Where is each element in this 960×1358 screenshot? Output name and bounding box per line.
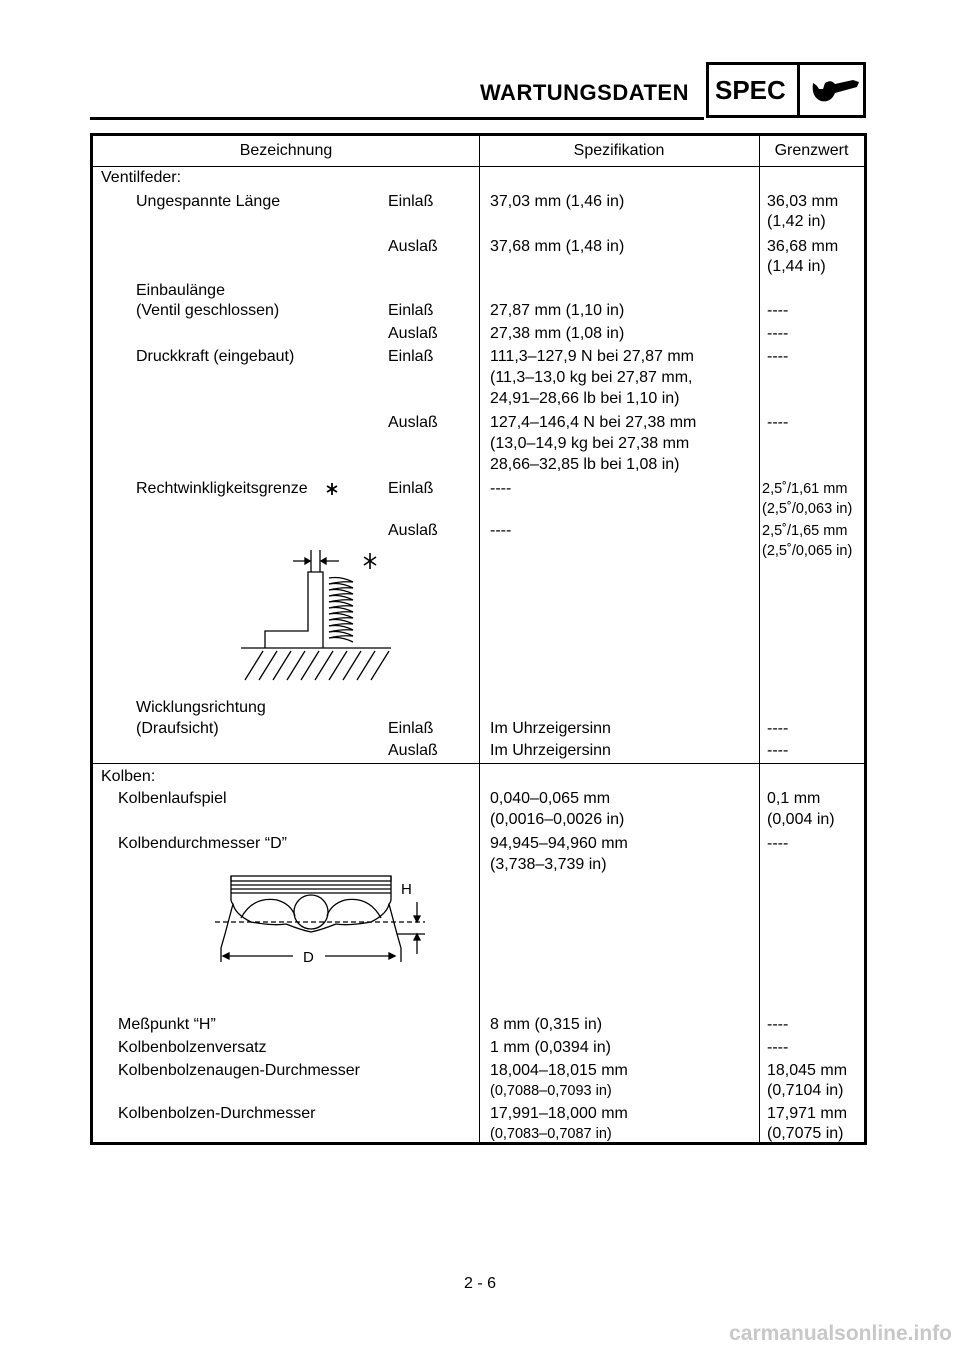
spec-value: 28,66–32,85 lb bei 1,08 in) bbox=[490, 456, 680, 473]
header-rule bbox=[90, 117, 704, 120]
inlet-label: Einlaß bbox=[388, 302, 434, 319]
spec-value: 17,991–18,000 mm bbox=[490, 1105, 628, 1122]
col-header-grenzwert: Grenzwert bbox=[774, 142, 849, 159]
row-label: Druckkraft (eingebaut) bbox=[136, 348, 295, 365]
section-heading: Kolben: bbox=[101, 768, 156, 785]
spec-value: 37,03 mm (1,46 in) bbox=[490, 193, 625, 210]
limit-value: 18,045 mm bbox=[767, 1062, 848, 1079]
spec-value: (0,7083–0,7087 in) bbox=[490, 1126, 612, 1142]
wrench-icon bbox=[809, 75, 863, 107]
spec-value: 127,4–146,4 N bei 27,38 mm bbox=[490, 414, 697, 431]
spec-value: 27,38 mm (1,08 in) bbox=[490, 325, 625, 342]
spec-value: (0,0016–0,0026 in) bbox=[490, 811, 625, 828]
row-label: Einbaulänge bbox=[136, 282, 225, 299]
row-label: Meßpunkt “H” bbox=[118, 1016, 216, 1033]
spec-badge bbox=[706, 62, 866, 118]
spec-value: 94,945–94,960 mm bbox=[490, 835, 628, 852]
limit-value: 0,1 mm bbox=[767, 790, 821, 807]
inlet-label: Einlaß bbox=[388, 348, 434, 365]
limit-value: (2,5˚/0,065 in) bbox=[762, 543, 853, 559]
exhaust-label: Auslaß bbox=[388, 238, 438, 255]
spec-value: 8 mm (0,315 in) bbox=[490, 1016, 603, 1033]
row-label: Kolbenlaufspiel bbox=[118, 790, 227, 807]
spec-value: 111,3–127,9 N bei 27,87 mm bbox=[490, 348, 694, 365]
row-label: Rechtwinkligkeitsgrenze bbox=[136, 480, 308, 497]
limit-value: (1,42 in) bbox=[767, 213, 826, 230]
limit-value: (0,7104 in) bbox=[767, 1082, 844, 1099]
limit-value: ---- bbox=[767, 835, 789, 852]
spec-value: Im Uhrzeigersinn bbox=[490, 742, 611, 759]
spec-value: 0,040–0,065 mm bbox=[490, 790, 611, 807]
limit-value: 17,971 mm bbox=[767, 1105, 848, 1122]
watermark: carmanualsonline.info bbox=[729, 1322, 952, 1345]
spec-value: ---- bbox=[490, 522, 512, 539]
limit-value: 2,5˚/1,65 mm bbox=[762, 523, 848, 539]
row-label: Ungespannte Länge bbox=[136, 193, 281, 210]
inlet-label: Einlaß bbox=[388, 193, 434, 210]
row-label: Kolbendurchmesser “D” bbox=[118, 835, 287, 852]
spec-value: 37,68 mm (1,48 in) bbox=[490, 238, 625, 255]
piston-diagram bbox=[211, 874, 431, 996]
limit-value: (0,004 in) bbox=[767, 811, 835, 828]
row-label: Kolbenbolzen-Durchmesser bbox=[118, 1105, 316, 1122]
spec-value: Im Uhrzeigersinn bbox=[490, 720, 611, 737]
row-label: Wicklungsrichtung bbox=[136, 699, 266, 716]
limit-value: ---- bbox=[767, 720, 789, 737]
exhaust-label: Auslaß bbox=[388, 325, 438, 342]
limit-value: ---- bbox=[767, 302, 789, 319]
spec-value: 27,87 mm (1,10 in) bbox=[490, 302, 625, 319]
limit-value: (0,7075 in) bbox=[767, 1125, 844, 1142]
exhaust-label: Auslaß bbox=[388, 522, 438, 539]
row-label: (Draufsicht) bbox=[136, 720, 219, 737]
inlet-label: Einlaß bbox=[388, 480, 434, 497]
limit-value: 2,5˚/1,61 mm bbox=[762, 481, 848, 497]
spec-value: (13,0–14,9 kg bei 27,38 mm bbox=[490, 435, 690, 452]
limit-value: (2,5˚/0,063 in) bbox=[762, 501, 853, 517]
limit-value: 36,68 mm bbox=[767, 238, 839, 255]
spec-value: 1 mm (0,0394 in) bbox=[490, 1039, 611, 1056]
row-label: (Ventil geschlossen) bbox=[136, 302, 280, 319]
limit-value: (1,44 in) bbox=[767, 258, 826, 275]
limit-value: ---- bbox=[767, 1039, 789, 1056]
spec-value: ---- bbox=[490, 480, 512, 497]
page-title: WARTUNGSDATEN bbox=[480, 80, 689, 105]
col-divider-2 bbox=[759, 136, 760, 1142]
row-label: Kolbenbolzenversatz bbox=[118, 1039, 267, 1056]
diagram-label-h: H bbox=[401, 881, 412, 898]
spec-value: 18,004–18,015 mm bbox=[490, 1062, 628, 1079]
asterisk-icon bbox=[325, 482, 339, 496]
badge-divider bbox=[797, 65, 800, 115]
limit-value: ---- bbox=[767, 1016, 789, 1033]
spec-value: 24,91–28,66 lb bei 1,10 in) bbox=[490, 390, 680, 407]
spec-value: (3,738–3,739 in) bbox=[490, 856, 607, 873]
limit-value: ---- bbox=[767, 414, 789, 431]
section-heading: Ventilfeder: bbox=[101, 169, 182, 186]
page-number: 2 - 6 bbox=[463, 1275, 496, 1292]
diagram-label-d: D bbox=[303, 949, 314, 966]
exhaust-label: Auslaß bbox=[388, 742, 438, 759]
col-divider-1 bbox=[479, 136, 480, 1142]
row-label: Kolbenbolzenaugen-Durchmesser bbox=[118, 1062, 360, 1079]
spec-value: (11,3–13,0 kg bei 27,87 mm, bbox=[490, 369, 693, 386]
exhaust-label: Auslaß bbox=[388, 414, 438, 431]
limit-value: ---- bbox=[767, 348, 789, 365]
col-header-bezeichnung: Bezeichnung bbox=[239, 142, 333, 159]
section-divider bbox=[93, 763, 864, 764]
spec-table bbox=[90, 133, 867, 1145]
col-header-spezifikation: Spezifikation bbox=[573, 142, 665, 159]
spec-label: SPEC bbox=[715, 75, 786, 105]
limit-value: ---- bbox=[767, 325, 789, 342]
spring-tilt-diagram bbox=[241, 548, 391, 688]
header-row-divider bbox=[93, 166, 864, 167]
inlet-label: Einlaß bbox=[388, 720, 434, 737]
limit-value: 36,03 mm bbox=[767, 193, 839, 210]
limit-value: ---- bbox=[767, 742, 789, 759]
spec-value: (0,7088–0,7093 in) bbox=[490, 1083, 612, 1099]
